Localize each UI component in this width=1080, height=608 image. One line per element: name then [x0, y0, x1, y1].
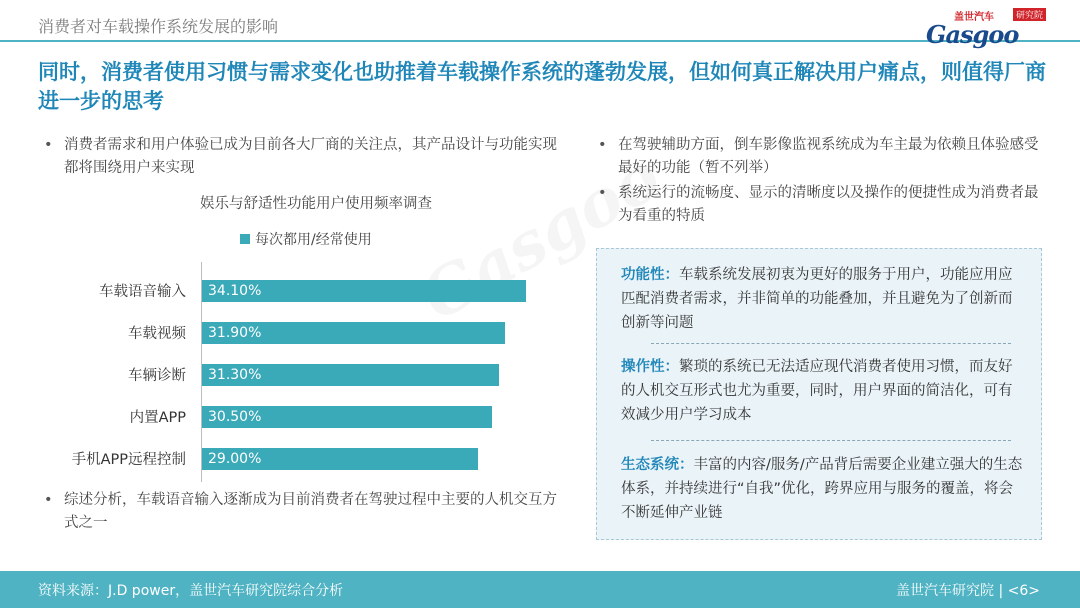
- left-bullet-2: • 综述分析，车载语音输入逐渐成为目前消费者在驾驶过程中主要的人机交互方式之一: [38, 489, 558, 535]
- legend-swatch: [240, 234, 250, 244]
- footer-source: 资料来源：J.D power，盖世汽车研究院综合分析: [38, 583, 344, 599]
- panel-text: 丰富的内容/服务/产品背后需要企业建立强大的生态体系，并持续进行“自我”优化，跨界应用与服务的覆盖，将会不断延伸产业链: [621, 457, 1023, 521]
- insight-panel: [596, 248, 1042, 540]
- chart-row: [40, 280, 560, 304]
- bar-value-label: 31.30%: [208, 367, 262, 383]
- panel-divider: [651, 343, 1011, 344]
- panel-keyword: 功能性：: [621, 267, 679, 283]
- bar-value-label: 34.10%: [208, 283, 262, 299]
- legend-label: 每次都用/经常使用: [255, 232, 372, 248]
- panel-keyword: 操作性：: [621, 359, 679, 375]
- panel-text: 繁琐的系统已无法适应现代消费者使用习惯，而友好的人机交互形式也尤为重要，同时，用户界面的简洁化，可有效减少用户学习成本: [621, 359, 1013, 423]
- footer-bar: [0, 571, 1080, 608]
- chart-row: [40, 448, 560, 472]
- category-label: 车载语音输入: [99, 284, 186, 300]
- category-label: 车辆诊断: [128, 368, 186, 384]
- panel-text: 车载系统发展初衷为更好的服务于用户，功能应用应匹配消费者需求，并非简单的功能叠加，并且避免为了创新而创新等问题: [621, 267, 1013, 331]
- category-label: 车载视频: [128, 326, 186, 342]
- category-label: 手机APP远程控制: [71, 452, 186, 468]
- logo-en-text: Gasgoo: [926, 20, 1019, 49]
- panel-operability: [621, 355, 1023, 427]
- panel-functionality: [621, 263, 1023, 335]
- category-label: 内置APP: [129, 410, 186, 426]
- logo-cn-text: 盖世汽车: [954, 12, 994, 23]
- chart-row: [40, 406, 560, 430]
- page-headline: 同时，消费者使用习惯与需求变化也助推着车载操作系统的蓬勃发展，但如何真正解决用户痛点，则值得厂商进一步的思考: [38, 60, 1046, 113]
- footer-org-page: 盖世汽车研究院 | <6>: [896, 583, 1040, 599]
- right-bullet-1: • 在驾驶辅助方面，倒车影像监视系统成为车主最为依赖且体验感受最好的功能（暂不列举）: [592, 134, 1052, 180]
- gasgoo-logo: [926, 8, 1046, 48]
- header-divider: [0, 40, 1080, 42]
- logo-tag: 研究院: [1013, 8, 1046, 21]
- bar-value-label: 31.90%: [208, 325, 262, 341]
- panel-ecosystem: [621, 453, 1023, 525]
- right-bullet-2: • 系统运行的流畅度、显示的清晰度以及操作的便捷性成为消费者最为看重的特质: [592, 182, 1052, 228]
- panel-keyword: 生态系统：: [621, 457, 694, 473]
- left-bullet-1: • 消费者需求和用户体验已成为目前各大厂商的关注点，其产品设计与功能实现都将围绕用户来实现: [38, 134, 558, 180]
- section-title: 消费者对车载操作系统发展的影响: [38, 17, 279, 36]
- chart-legend: [240, 229, 372, 249]
- chart-title: 娱乐与舒适性功能用户使用频率调查: [200, 196, 432, 212]
- bar-value-label: 30.50%: [208, 409, 262, 425]
- panel-divider: [651, 440, 1011, 441]
- chart-row: [40, 364, 560, 388]
- usage-frequency-chart: [40, 262, 560, 482]
- chart-row: [40, 322, 560, 346]
- bar-value-label: 29.00%: [208, 451, 262, 467]
